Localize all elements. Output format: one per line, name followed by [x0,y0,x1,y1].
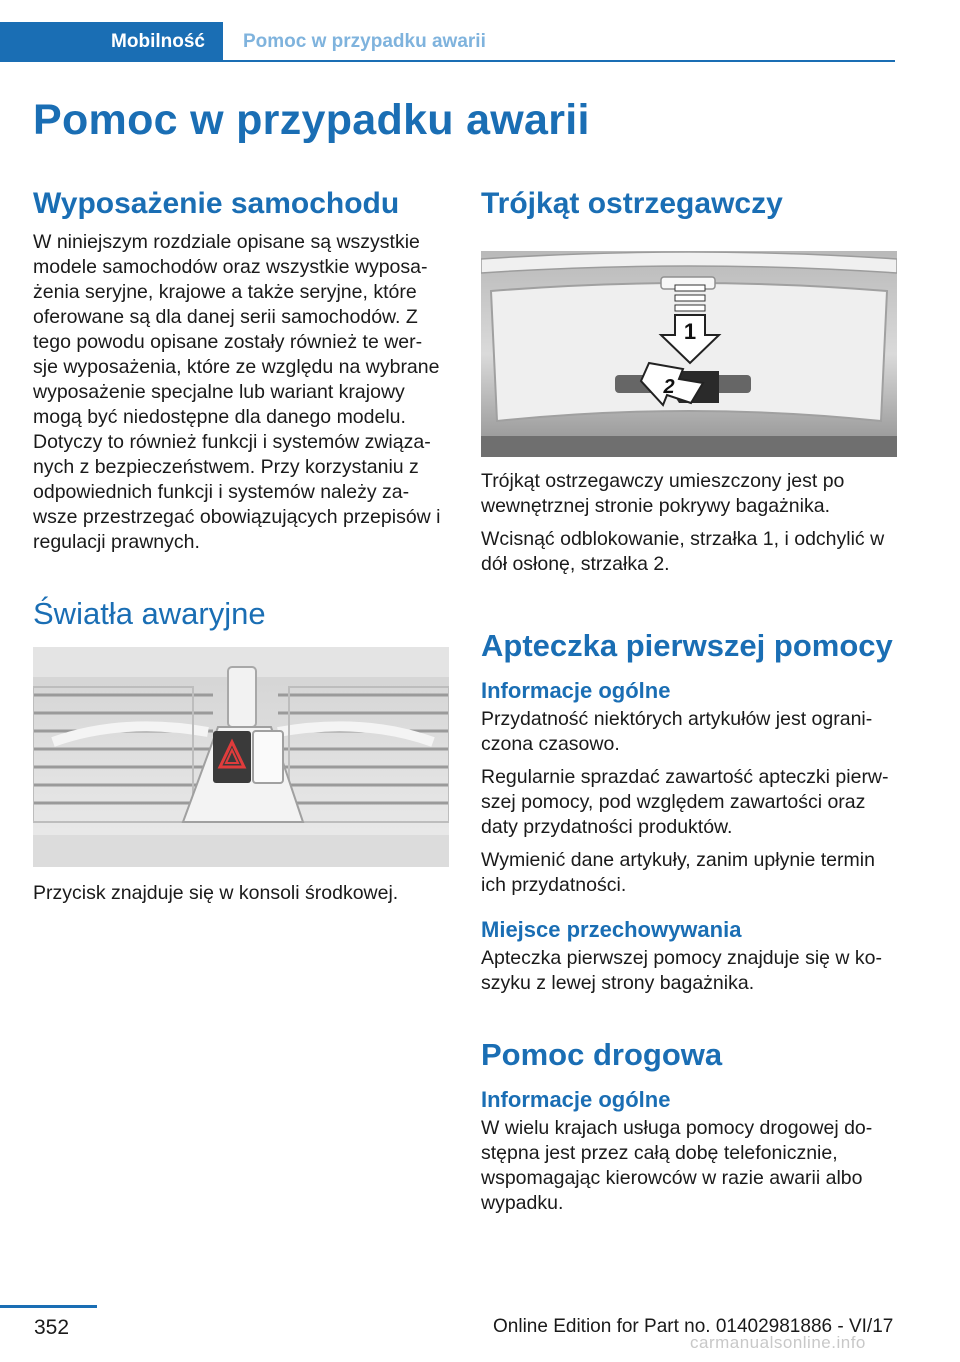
first-aid-storage-heading: Miejsce przechowywania [481,917,742,942]
first-aid-general-text-1: Przydatność niektórych artykułów jest ograni‐ czona czasowo. [481,708,873,755]
header-rule [0,60,895,62]
first-aid-general-text-2: Regularnie sprazdać zawartość apteczki pierw‐ szej pomocy, pod względem zawartości oraz daty przydatności produktów. [481,766,889,838]
first-aid-general-heading: Informacje ogólne [481,678,671,703]
section-tab[interactable]: Mobilność [0,22,223,62]
page-title: Pomoc w przypadku awarii [33,96,590,144]
hazard-switch-illustration [33,647,449,867]
roadside-general-text: W wielu krajach usługa pomocy drogowej do‐ stępna jest przez całą dobę telefonicznie, wspomagając kierowców w razie awarii albo wypadku. [481,1117,873,1214]
page-number: 352 [34,1316,70,1339]
hazard-switch-figure [33,647,449,867]
running-header [0,22,895,64]
warning-triangle-text-2: Wcisnąć odblokowanie, strzałka 1, i odchylić w dół osłonę, strzałka 2. [481,528,885,575]
footer-rule [0,1305,97,1308]
roadside-heading: Pomoc drogowa [481,1037,723,1072]
trunk-lid-illustration [481,251,897,457]
edition-note: Online Edition for Part no. 01402981886 - VI/17 [493,1316,894,1337]
first-aid-storage-text: Apteczka pierwszej pomocy znajduje się w ko‐ szyku z lewej strony bagażnika. [481,947,883,994]
roadside-general-heading: Informacje ogólne [481,1087,671,1112]
vehicle-equipment-text: W niniejszym rozdziale opisane są wszystkie modele samochodów oraz wszystkie wyposa‐ żenia seryjne, krajowe a także seryjne, które oferowane są dla danej serii samochodów. Z tego powodu opisane zostały również te wer‐ sje wyposażenia, które ze względu na wybrane wyposażenie specjalne lub wariant krajowy mogą być niedostępne dla danego modelu. Dotyczy to również funkcji i systemów związa‐ nych z bezpieczeństwem. Przy korzystaniu z odpowiednich funkcji i systemów należy za‐ wsze przestrzegać obowiązujących przepisów i regulacji prawnych. [33,231,441,553]
warning-triangle-heading: Trójkąt ostrzegawczy [481,187,783,220]
first-aid-general-text-3: Wymienić dane artykuły, zanim upłynie termin ich przydatności. [481,849,875,896]
first-aid-heading: Apteczka pierwszej pomocy [481,628,893,663]
warning-triangle-text-1: Trójkąt ostrzegawczy umieszczony jest po wewnętrznej stronie pokrywy bagażnika. [481,470,845,517]
vehicle-equipment-heading: Wyposażenie samochodu [33,187,400,220]
left-column [33,185,449,906]
warning-triangle-figure [481,251,897,457]
svg-text:2: 2 [663,376,675,398]
chapter-tab[interactable]: Pomoc w przypadku awarii [243,31,486,52]
right-column [481,185,897,1216]
hazard-lights-caption: Przycisk znajduje się w konsoli środkowej. [33,882,399,904]
watermark: carmanualsonline.info [690,1333,866,1352]
svg-text:1: 1 [683,319,697,344]
hazard-lights-heading: Światła awaryjne [33,596,266,631]
